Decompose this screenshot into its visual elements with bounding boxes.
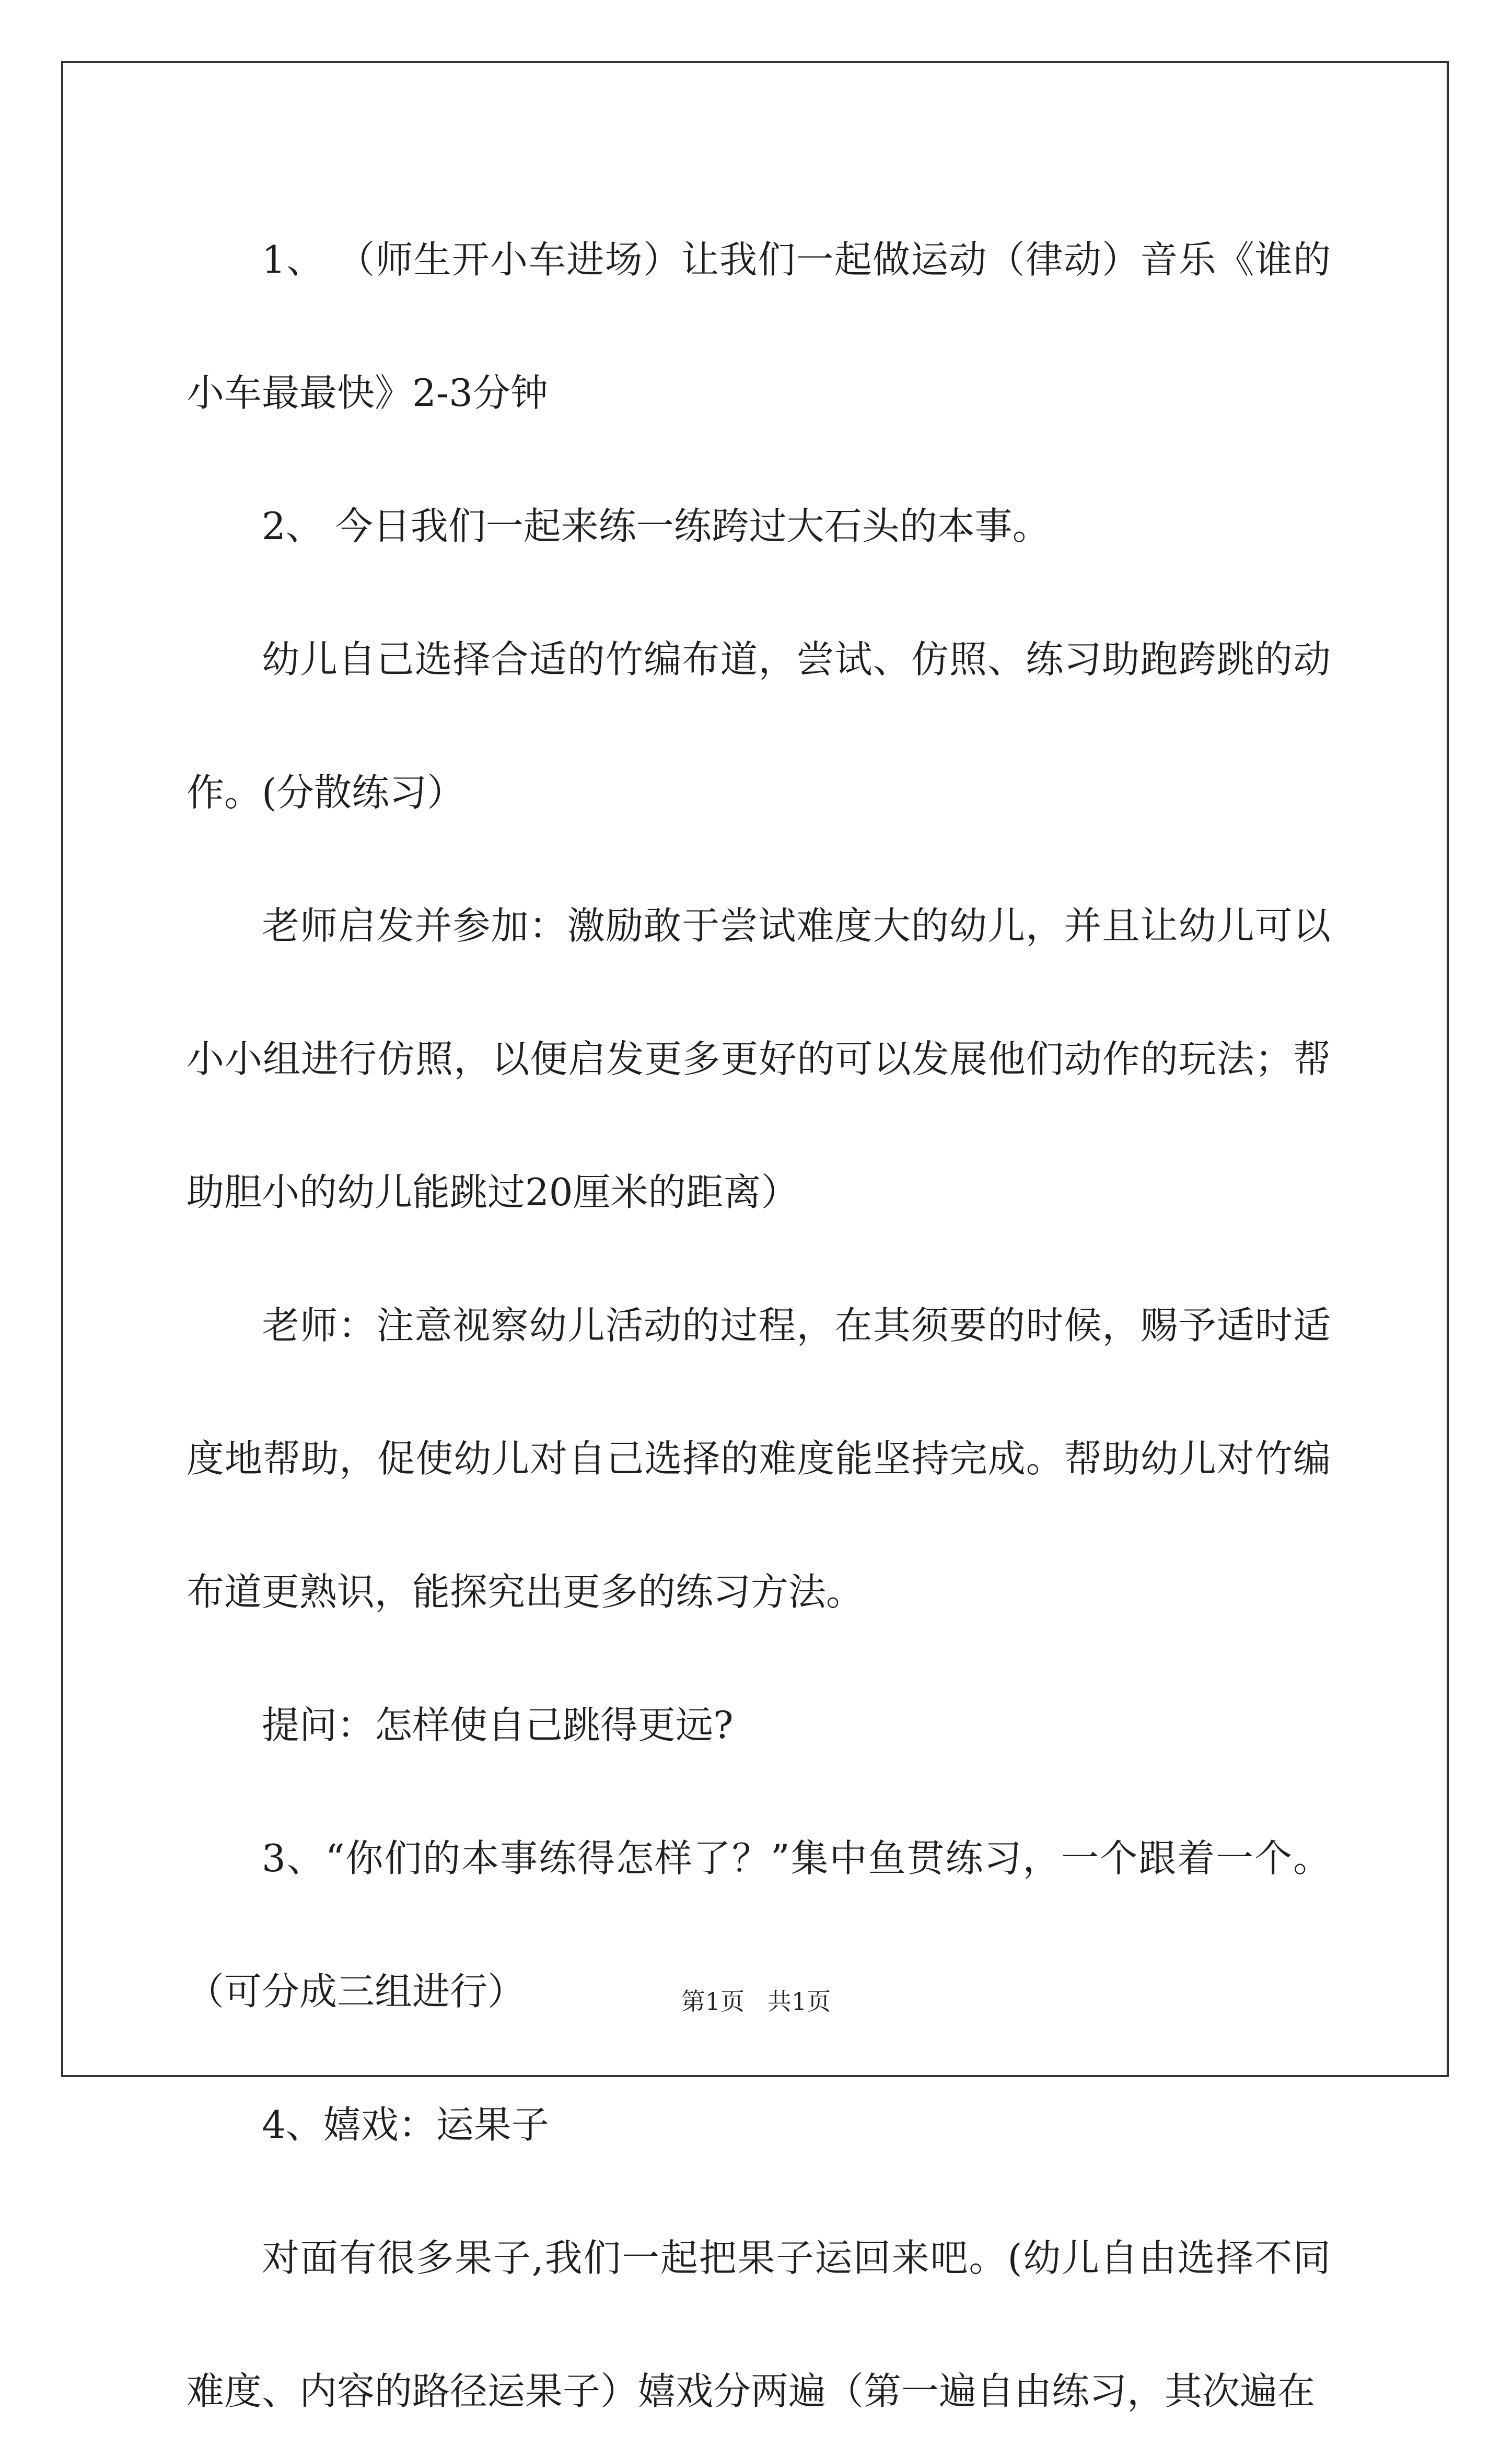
- paragraph-7: 3、“你们的本事练得怎样了？”集中鱼贯练习，一个跟着一个。（可分成三组进行）: [187, 1836, 1331, 2013]
- paragraph-4: 老师启发并参加：激励敢于尝试难度大的幼儿，并且让幼儿可以小小组进行仿照，以便启发更多更好的可以发展他们动作的玩法；帮助胆小的幼儿能跳过20厘米的距离）: [187, 904, 1331, 1214]
- paragraph-9: 对面有很多果子,我们一起把果子运回来吧。(幼儿自由选择不同难度、内容的路径运果子）嬉戏分两遍（第一遍自由练习，其次遍在: [187, 2236, 1331, 2413]
- paragraph-3: 幼儿自己选择合适的竹编布道，尝试、仿照、练习助跑跨跳的动作。(分散练习）: [187, 637, 1331, 814]
- paragraph-8: 4、嬉戏：运果子: [262, 2103, 549, 2147]
- page-footer: 第1页 共1页: [681, 1987, 831, 2016]
- paragraph-5: 老师：注意视察幼儿活动的过程，在其须要的时候，赐予适时适度地帮助，促使幼儿对自己选择的难度能坚持完成。帮助幼儿对竹编布道更熟识，能探究出更多的练习方法。: [187, 1303, 1331, 1614]
- paragraph-2: 2、 今日我们一起来练一练跨过大石头的本事。: [262, 504, 1050, 548]
- document-body: [187, 193, 1331, 2458]
- paragraph-6: 提问：怎样使自己跳得更远?: [262, 1703, 734, 1747]
- paragraph-1: 1、 （师生开小车进场）让我们一起做运动（律动）音乐《谁的小车最最快》2-3分钟: [187, 238, 1331, 415]
